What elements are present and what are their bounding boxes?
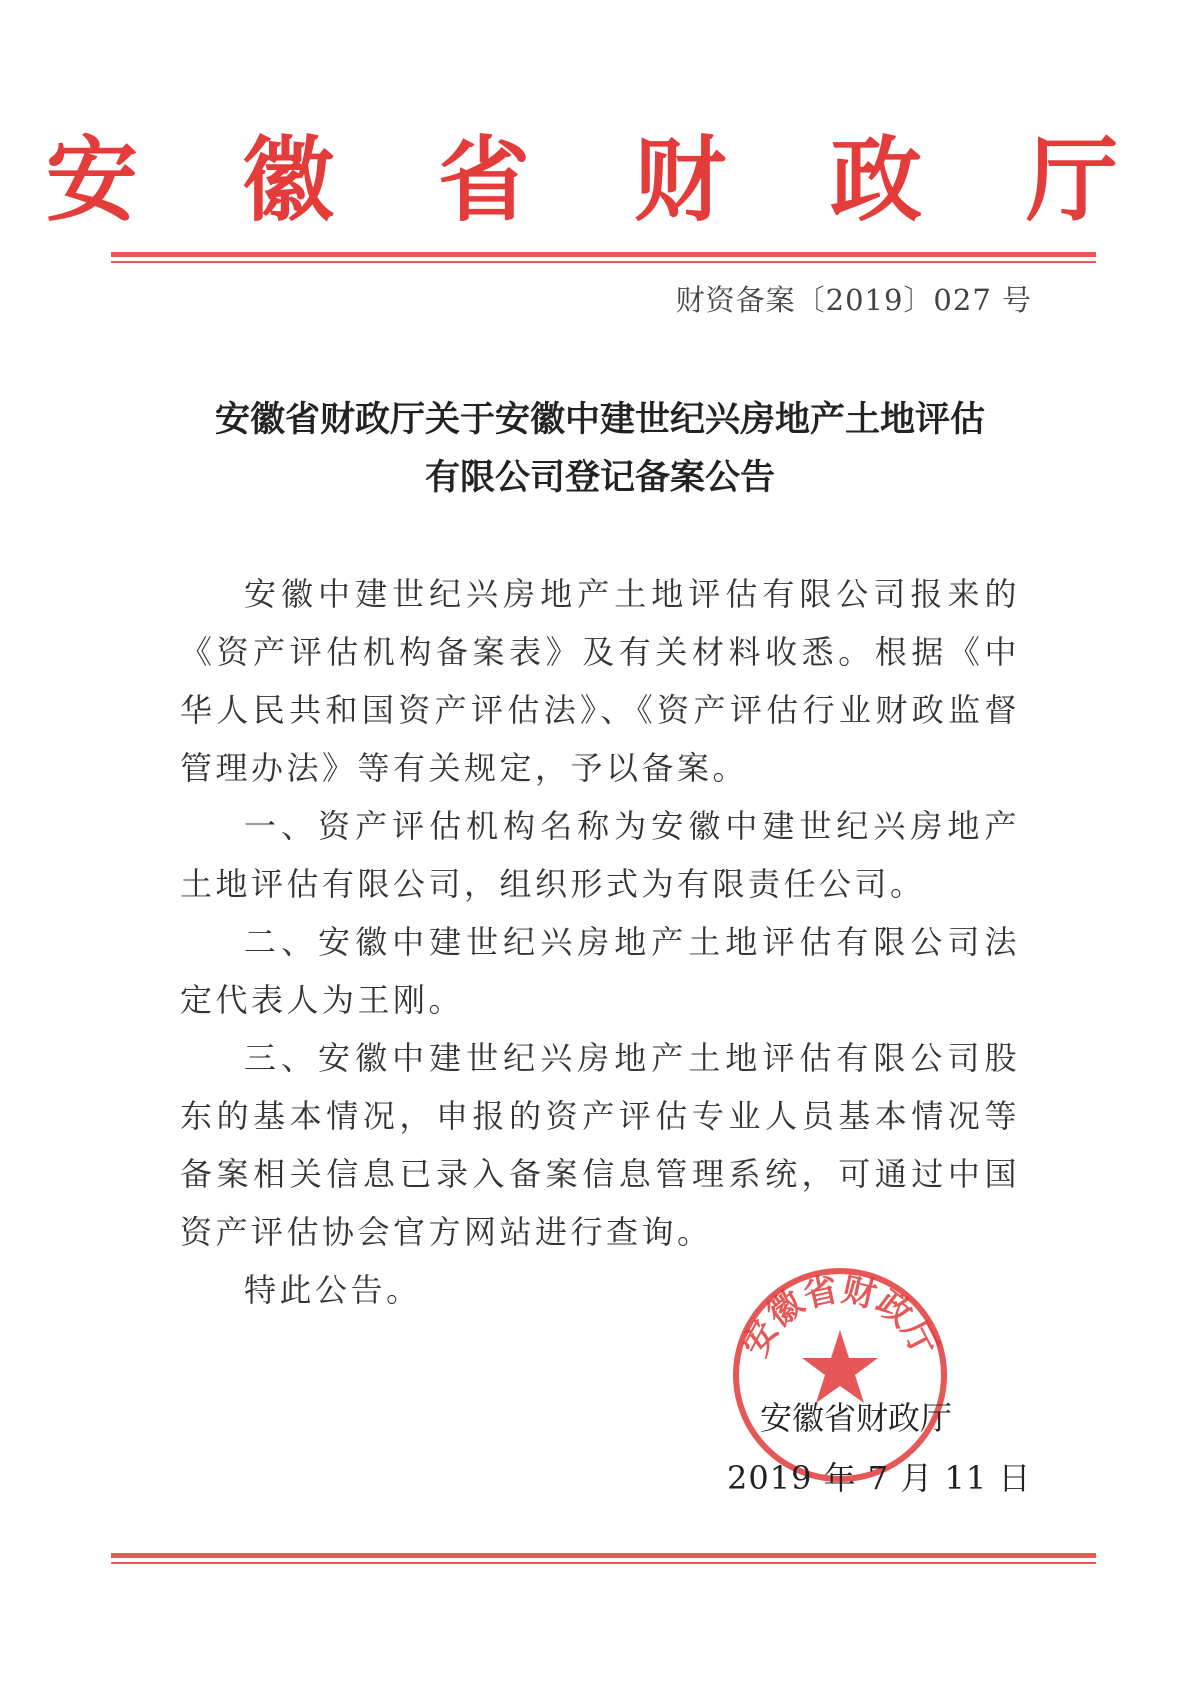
rule-thin-line bbox=[111, 1562, 1096, 1564]
seal-arc-text: 安徽省财政厅 bbox=[735, 1269, 945, 1363]
rule-thick-line bbox=[111, 252, 1096, 257]
issuer-header-title: 安 徽 省 财 政 厅 bbox=[45, 126, 1155, 234]
notice-body bbox=[180, 565, 1020, 1319]
footer-red-rule bbox=[111, 1553, 1096, 1565]
header-red-rule bbox=[111, 252, 1096, 264]
document-number: 财资备案〔2019〕027 号 bbox=[675, 283, 1032, 317]
notice-title-line1: 安徽省财政厅关于安徽中建世纪兴房地产土地评估 bbox=[214, 400, 985, 440]
rule-thin-line bbox=[111, 261, 1096, 263]
body-paragraph: 安徽中建世纪兴房地产土地评估有限公司报来的《资产评估机构备案表》及有关材料收悉。根据《中华人民共和国资产评估法》、《资产评估行业财政监督管理办法》等有关规定，予以备案。 bbox=[180, 575, 1020, 787]
issue-date: 2019 年 7 月 11 日 bbox=[727, 1459, 1032, 1497]
rule-thick-line bbox=[111, 1553, 1096, 1558]
body-paragraph: 二、安徽中建世纪兴房地产土地评估有限公司法定代表人为王刚。 bbox=[180, 923, 1020, 1019]
body-paragraph: 三、安徽中建世纪兴房地产土地评估有限公司股东的基本情况，申报的资产评估专业人员基本情况等备案相关信息已录入备案信息管理系统，可通过中国资产评估协会官方网站进行查询。 bbox=[180, 1039, 1020, 1251]
body-paragraph: 特此公告。 bbox=[244, 1271, 422, 1309]
body-paragraph: 一、资产评估机构名称为安徽中建世纪兴房地产土地评估有限公司，组织形式为有限责任公司。 bbox=[180, 807, 1020, 903]
issuer-signature: 安徽省财政厅 bbox=[760, 1399, 953, 1437]
notice-title-line2: 有限公司登记备案公告 bbox=[424, 458, 775, 498]
